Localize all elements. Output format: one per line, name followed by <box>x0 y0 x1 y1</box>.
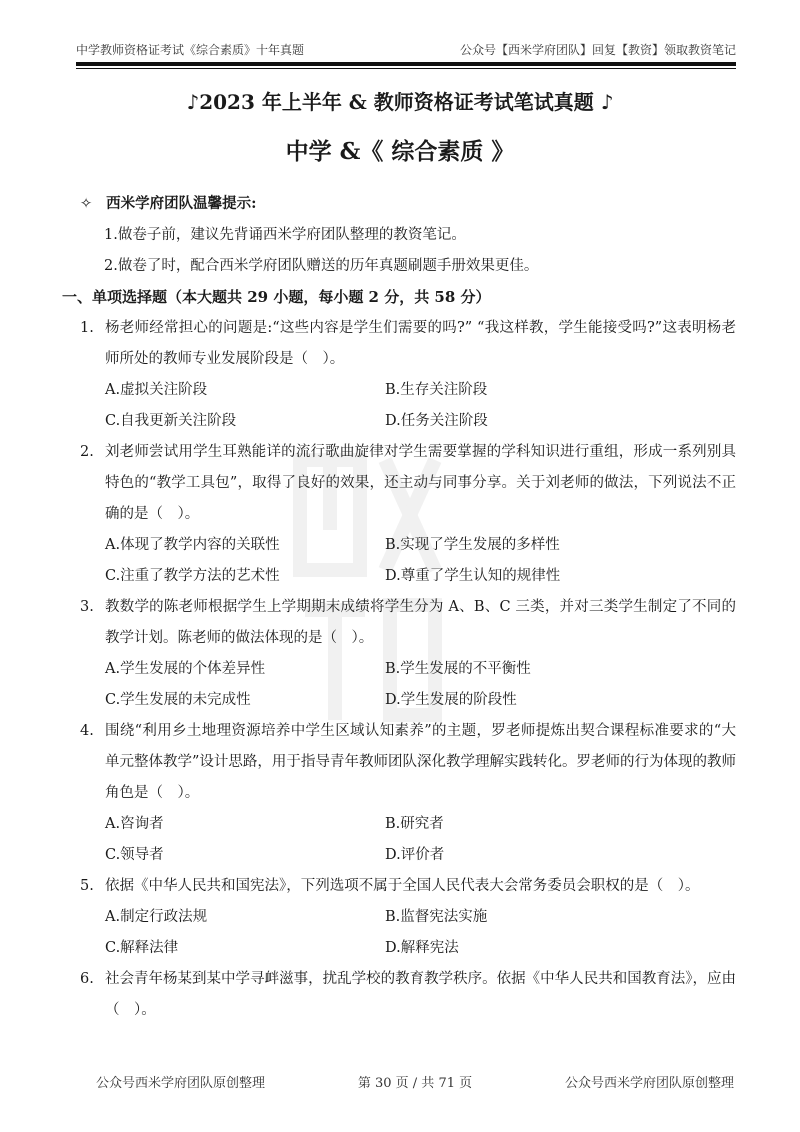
page-subtitle: 中学 &《 综合素质 》 <box>285 138 515 165</box>
answer-option: B.监督宪法实施 <box>385 909 488 925</box>
sparkle-icon: ✧ <box>80 196 93 212</box>
section-heading: 一、单项选择题（本大题共 29 小题，每小题 2 分，共 58 分） <box>62 288 491 306</box>
question-6 <box>80 964 736 1026</box>
tip-item: 2.做卷了时，配合西米学府团队赠送的历年真题刷题手册效果更佳。 <box>104 258 539 274</box>
answer-option: B.生存关注阶段 <box>385 382 488 398</box>
answer-option: A.学生发展的个体差异性 <box>105 661 266 677</box>
option-list <box>80 902 736 964</box>
option-list <box>80 375 736 437</box>
answer-option: D.尊重了学生认知的规律性 <box>385 568 561 584</box>
tips-heading <box>80 188 736 220</box>
question-stem <box>80 964 736 1026</box>
answer-option: A.制定行政法规 <box>105 909 208 925</box>
header-right: 公众号【西米学府团队】回复【教资】领取教资笔记 <box>459 43 736 57</box>
answer-option: B.研究者 <box>385 816 444 832</box>
question-stem <box>80 437 736 530</box>
option-list <box>80 530 736 592</box>
answer-option: D.任务关注阶段 <box>385 413 488 429</box>
answer-option: B.学生发展的不平衡性 <box>385 661 531 677</box>
question-list <box>80 313 736 1026</box>
option-list <box>80 809 736 871</box>
page-footer <box>96 1072 734 1091</box>
answer-option: C.自我更新关注阶段 <box>105 413 237 429</box>
question-1 <box>80 313 736 437</box>
question-text: 刘老师尝试用学生耳熟能详的流行歌曲旋律对学生需要掌握的学科知识进行重组，形成一系列别具特色的“教学工具包”，取得了良好的效果，还主动与同事分享。关于刘老师的做法，下列说法不正确的是（ ）。 <box>105 444 736 522</box>
question-text: 社会青年杨某到某中学寻衅滋事，扰乱学校的教育教学秩序。依据《中华人民共和国教育法》，应由（ ）。 <box>105 971 736 1018</box>
answer-option: C.注重了教学方法的艺术性 <box>105 568 280 584</box>
question-5 <box>80 871 736 964</box>
answer-option: C.领导者 <box>105 847 164 863</box>
question-stem <box>80 592 736 654</box>
answer-option: D.学生发展的阶段性 <box>385 692 517 708</box>
footer-right: 公众号西米学府团队原创整理 <box>564 1076 734 1091</box>
question-stem <box>80 716 736 809</box>
question-text: 依据《中华人民共和国宪法》，下列选项不属于全国人民代表大会常务委员会职权的是（ ）。 <box>105 878 700 894</box>
question-number: 4. <box>80 723 94 739</box>
page-title: ♪2023 年上半年 & 教师资格证考试笔试真题 ♪ <box>186 90 614 114</box>
tips-heading-text: 西米学府团队温馨提示: <box>106 195 257 212</box>
header-left: 中学教师资格证考试《综合素质》十年真题 <box>76 43 305 57</box>
header-rule-thin <box>76 68 736 69</box>
question-number: 6. <box>80 971 94 987</box>
tip-item: 1.做卷子前，建议先背诵西米学府团队整理的教资笔记。 <box>104 227 466 243</box>
answer-option: B.实现了学生发展的多样性 <box>385 537 560 553</box>
question-3 <box>80 592 736 716</box>
option-list <box>80 654 736 716</box>
question-4 <box>80 716 736 871</box>
question-2 <box>80 437 736 592</box>
answer-option: A.体现了教学内容的关联性 <box>105 537 280 553</box>
answer-option: C.学生发展的未完成性 <box>105 692 251 708</box>
question-text: 教数学的陈老师根据学生上学期期末成绩将学生分为 A、B、C 三类，并对三类学生制定了不同的教学计划。陈老师的做法体现的是（ ）。 <box>105 599 736 646</box>
question-number: 1. <box>80 320 94 336</box>
question-number: 5. <box>80 878 94 894</box>
answer-option: D.解释宪法 <box>385 940 459 956</box>
header-rule-thick <box>76 62 736 66</box>
question-text: 围绕“利用乡土地理资源培养中学生区域认知素养”的主题，罗老师提炼出契合课程标准要求的“大单元整体教学”设计思路，用于指导青年教师团队深化教学理解实践转化。罗老师的行为体现的教师角色是（ ）。 <box>105 723 736 801</box>
answer-option: A.虚拟关注阶段 <box>105 382 208 398</box>
answer-option: D.评价者 <box>385 847 445 863</box>
document-body <box>62 188 736 1026</box>
footer-left: 公众号西米学府团队原创整理 <box>96 1076 266 1091</box>
page-header <box>76 41 736 58</box>
question-text: 杨老师经常担心的问题是:“这些内容是学生们需要的吗?” “我这样教，学生能接受吗?”这表明杨老师所处的教师专业发展阶段是（ ）。 <box>105 320 736 367</box>
answer-option: C.解释法律 <box>105 940 179 956</box>
answer-option: A.咨询者 <box>105 816 164 832</box>
question-number: 2. <box>80 444 94 460</box>
question-stem <box>80 871 736 902</box>
page-number: 第 30 页 / 共 71 页 <box>357 1076 473 1091</box>
question-stem <box>80 313 736 375</box>
question-number: 3. <box>80 599 94 615</box>
